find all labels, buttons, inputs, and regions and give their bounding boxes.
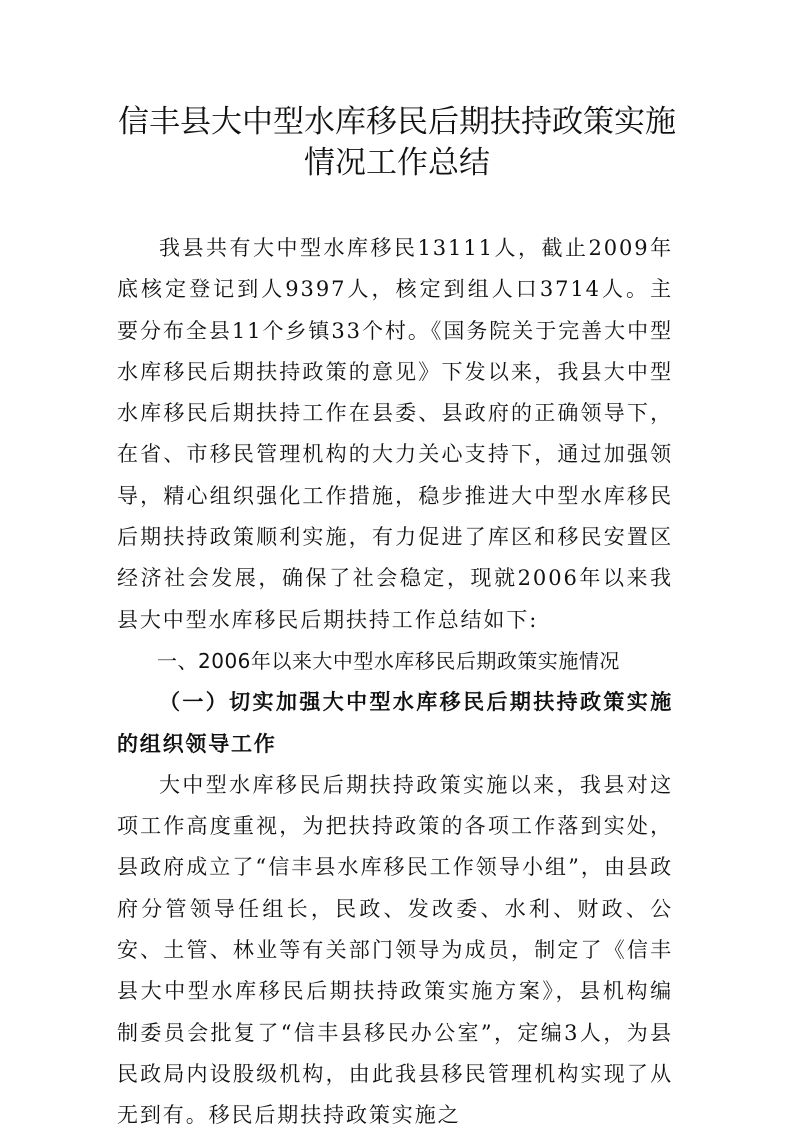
section-heading-1: 一、2006年以来大中型水库移民后期政策实施情况 <box>157 648 620 673</box>
document-body <box>117 228 673 1137</box>
subsection-heading-1: （一）切实加强大中型水库移民后期扶持政策实施的组织领导工作 <box>117 690 673 756</box>
document-title-line-2: 情况工作总结 <box>304 145 490 181</box>
document-title-line-1: 信丰县大中型水库移民后期扶持政策实施 <box>118 104 676 140</box>
intro-paragraph: 我县共有大中型水库移民13111人，截止2009年底核定登记到人9397人，核定到组人口3714人。主要分布全县11个乡镇33个村。《国务院关于完善大中型水库移民后期扶持政策的意见》下发以来，我县大中型水库移民后期扶持工作在县委、县政府的正确领导下，在省、市移民管理机构的大力关心支持下，通过加强领导，精心组织强化工作措施，稳步推进大中型水库移民后期扶持政策顺利实施，有力促进了库区和移民安置区经济社会发展，确保了社会稳定，现就2006年以来我县大中型水库移民后期扶持工作总结如下: <box>117 236 673 632</box>
body-paragraph-2: 大中型水库移民后期扶持政策实施以来，我县对这项工作高度重视，为把扶持政策的各项工作落到实处，县政府成立了“信丰县水库移民工作领导小组”，由县政府分管领导任组长，民政、发改委、水利、财政、公安、土管、林业等有关部门领导为成员，制定了《信丰县大中型水库移民后期扶持政策实施方案》，县机构编制委员会批复了“信丰县移民办公室”，定编3人，为县民政局内设股级机构，由此我县移民管理机构实现了从无到有。移民后期扶持政策实施之 <box>117 772 673 1128</box>
